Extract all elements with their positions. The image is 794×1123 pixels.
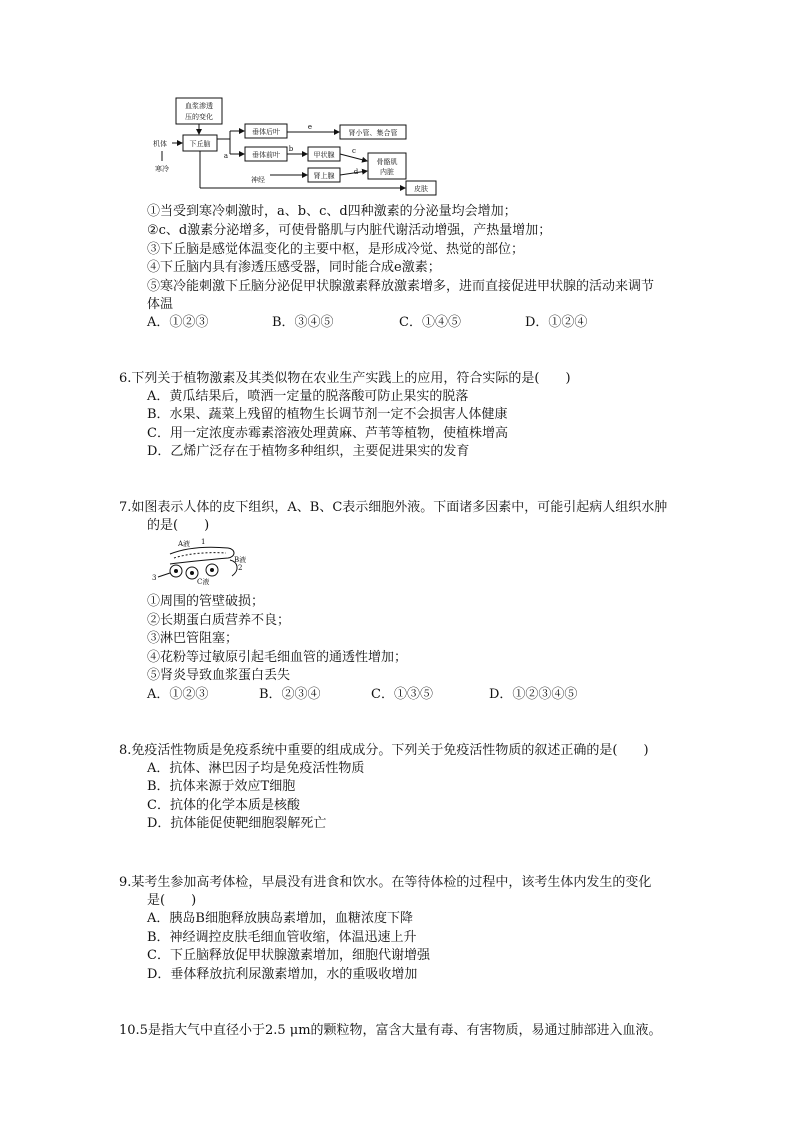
label-cold: 寒冷 [155,165,169,173]
q10-title: 10.5是指大气中直径小于2.5 μm的颗粒物，富含大量有毒、有害物质，易通过肺部进入血液。 [119,1023,662,1038]
label-e: e [307,123,313,131]
label-n1: 1 [201,538,206,546]
label-d: d [353,168,359,176]
q5-option-c[interactable]: C．①④⑤ [399,315,461,330]
label-post-pituitary: 垂体后叶 [252,128,280,136]
q9-option-c[interactable]: C．下丘脑释放促甲状腺激素增加，细胞代谢增强 [147,948,430,963]
label-c-fluid: C液 [197,578,210,586]
q9-option-d[interactable]: D．垂体释放抗利尿激素增加，水的重吸收增加 [147,967,418,982]
q5-option-b[interactable]: B．③④⑤ [272,315,334,330]
q7-statement-2: ②长期蛋白质营养不良； [147,613,291,628]
label-nerve: 神经 [251,176,265,184]
label-skin: 皮肤 [414,185,428,193]
label-adrenal: 肾上腺 [313,172,335,180]
q9-title-2: 是( ) [147,893,197,908]
label-b: b [288,145,294,153]
label-body: 机体 [153,140,167,148]
q7-option-b[interactable]: B．②③④ [259,687,321,702]
label-a-fluid: A液 [178,540,191,548]
q6-option-b[interactable]: B．水果、蔬菜上残留的植物生长调节剂一定不会损害人体健康 [147,407,508,422]
label-kidney: 肾小管、集合管 [348,129,398,137]
q9-title-1: 9.某考生参加高考体检，早晨没有进食和饮水。在等待体检的过程中，该考生体内发生的变化 [119,875,652,890]
q6-option-a[interactable]: A．黄瓜结果后，喷洒一定量的脱落酸可防止果实的脱落 [147,389,469,404]
q7-title-2: 的是( ) [147,518,210,533]
q8-option-c[interactable]: C．抗体的化学本质是核酸 [147,798,300,813]
q8-option-d[interactable]: D．抗体能促使靶细胞裂解死亡 [147,816,327,831]
label-a: a [223,152,229,160]
label-b-fluid: B液 [234,556,247,564]
q6-title: 6.下列关于植物激素及其类似物在农业生产实践上的应用，符合实际的是( ) [119,371,571,386]
label-thyroid: 甲状腺 [313,151,335,159]
q9-option-a[interactable]: A．胰岛B细胞释放胰岛素增加，血糖浓度下降 [147,911,413,926]
q6-option-d[interactable]: D．乙烯广泛存在于植物多种组织，主要促进果实的发育 [147,444,470,459]
label-c: c [352,147,356,155]
q7-option-d[interactable]: D．①②③④⑤ [489,687,578,702]
q7-statement-1: ①周围的管壁破损； [147,594,265,609]
label-hypothalamus: 下丘脑 [189,140,211,148]
q6-option-c[interactable]: C．用一定浓度赤霉素溶液处理黄麻、芦苇等植物，使植株增高 [147,426,508,441]
label-n2: 2 [238,564,243,572]
q5-statement-5: ⑤寒冷能刺激下丘脑分泌促甲状腺激素释放激素增多，进而直接促进甲状腺的活动来调节 [147,279,655,294]
q7-title-1: 7.如图表示人体的皮下组织，A、B、C表示细胞外液。下面诸多因素中，可能引起病人组织水肿 [119,500,668,515]
q8-title: 8.免疫活性物质是免疫系统中重要的组成成分。下列关于免疫活性物质的叙述正确的是( ) [119,743,649,758]
q5-statement-4: ④下丘脑内具有渗透压感受器，同时能合成e激素； [147,260,441,275]
q9-option-b[interactable]: B．神经调控皮肤毛细血管收缩，体温迅速上升 [147,930,417,945]
q5-options [147,314,627,332]
q5-statement-3: ③下丘脑是感觉体温变化的主要中枢，是形成冷觉、热觉的部位； [147,242,525,257]
q7-options [147,686,627,704]
label-n3: 3 [152,574,157,582]
q5-statement-2: ②c、d激素分泌增多，可使骨骼肌与内脏代谢活动增强，产热量增加； [147,223,552,238]
q7-option-c[interactable]: C．①③⑤ [371,687,433,702]
q7-statement-5: ⑤肾炎导致血浆蛋白丢失 [147,668,291,683]
q5-statement-6: 体温 [147,297,174,312]
label-muscle-2: 内脏 [380,168,394,176]
tissue-diagram [150,538,250,586]
q5-option-a[interactable]: A．①②③ [147,315,209,330]
q7-statement-4: ④花粉等过敏原引起毛细血管的通透性增加； [147,650,408,665]
label-muscle-1: 骨骼肌 [376,158,398,166]
q7-statement-3: ③淋巴管阻塞； [147,631,239,646]
q5-statement-1: ①当受到寒冷刺激时，a、b、c、d四种激素的分泌量均会增加； [147,204,517,219]
label-blood-2: 压的变化 [185,113,213,121]
q5-option-d[interactable]: D．①②④ [525,315,588,330]
label-blood-1: 血浆渗透 [185,102,213,110]
label-ant-pituitary: 垂体前叶 [252,151,280,159]
hormone-regulation-diagram [150,95,450,200]
q8-option-a[interactable]: A．抗体、淋巴因子均是免疫活性物质 [147,761,365,776]
q7-option-a[interactable]: A．①②③ [147,687,209,702]
q8-option-b[interactable]: B．抗体来源于效应T细胞 [147,779,296,794]
